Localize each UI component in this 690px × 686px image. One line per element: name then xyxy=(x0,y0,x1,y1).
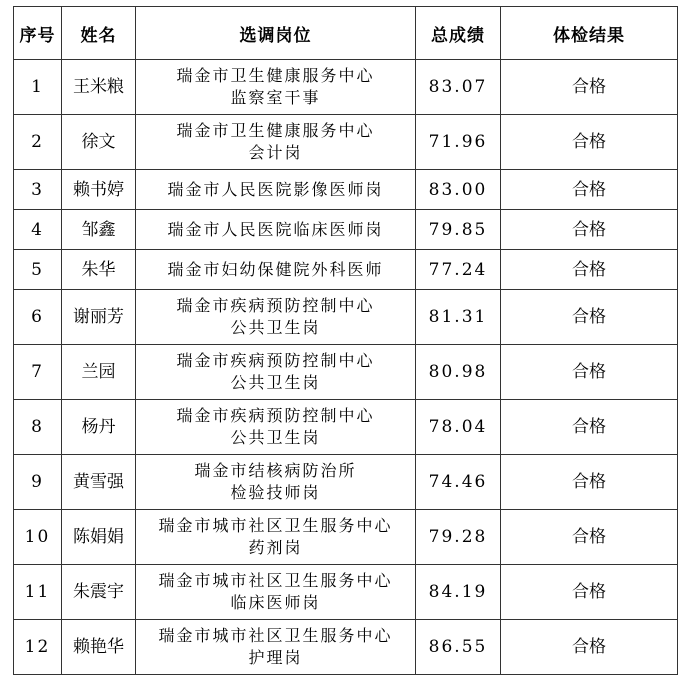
row-name: 兰园 xyxy=(62,345,136,400)
table-row xyxy=(14,170,678,210)
row-result: 合格 xyxy=(501,455,678,510)
table-row xyxy=(14,400,678,455)
row-post xyxy=(136,620,416,675)
row-score: 84.19 xyxy=(416,565,501,620)
row-result: 合格 xyxy=(501,250,678,290)
row-result: 合格 xyxy=(501,115,678,170)
post-line-2: 监察室干事 xyxy=(230,88,321,107)
table-header xyxy=(14,7,678,60)
row-post xyxy=(136,60,416,115)
table-row xyxy=(14,455,678,510)
results-table xyxy=(13,6,678,675)
row-post xyxy=(136,290,416,345)
table-row xyxy=(14,115,678,170)
row-post xyxy=(136,400,416,455)
row-score: 81.31 xyxy=(416,290,501,345)
header-post: 选调岗位 xyxy=(136,7,416,60)
row-name: 杨丹 xyxy=(62,400,136,455)
post-line-1: 瑞金市城市社区卫生服务中心 xyxy=(158,626,393,645)
row-post xyxy=(136,565,416,620)
row-name: 朱震宇 xyxy=(62,565,136,620)
row-number: 8 xyxy=(14,400,62,455)
row-number: 4 xyxy=(14,210,62,250)
post-line-1: 瑞金市卫生健康服务中心 xyxy=(176,121,375,140)
header-result: 体检结果 xyxy=(501,7,678,60)
post-line-1: 瑞金市城市社区卫生服务中心 xyxy=(158,571,393,590)
row-score: 74.46 xyxy=(416,455,501,510)
row-score: 77.24 xyxy=(416,250,501,290)
row-post xyxy=(136,455,416,510)
post-line-2: 公共卫生岗 xyxy=(230,428,321,447)
post-line-1: 瑞金市城市社区卫生服务中心 xyxy=(158,516,393,535)
row-number: 10 xyxy=(14,510,62,565)
post-line-1: 瑞金市结核病防治所 xyxy=(194,461,357,480)
row-score: 71.96 xyxy=(416,115,501,170)
row-name: 徐文 xyxy=(62,115,136,170)
header-score: 总成绩 xyxy=(416,7,501,60)
post-line-1: 瑞金市人民医院影像医师岗 xyxy=(167,179,384,199)
row-name: 赖艳华 xyxy=(62,620,136,675)
row-post xyxy=(136,115,416,170)
row-result: 合格 xyxy=(501,210,678,250)
post-line-2: 公共卫生岗 xyxy=(230,373,321,392)
header-name: 姓名 xyxy=(62,7,136,60)
post-line-2: 临床医师岗 xyxy=(230,593,321,612)
row-score: 80.98 xyxy=(416,345,501,400)
header-row xyxy=(14,7,678,60)
post-line-1: 瑞金市疾病预防控制中心 xyxy=(176,406,375,425)
row-result: 合格 xyxy=(501,170,678,210)
row-post xyxy=(136,250,416,290)
row-result: 合格 xyxy=(501,565,678,620)
row-number: 12 xyxy=(14,620,62,675)
table-row xyxy=(14,510,678,565)
results-document xyxy=(13,6,678,675)
post-line-1: 瑞金市妇幼保健院外科医师 xyxy=(167,259,384,279)
row-number: 11 xyxy=(14,565,62,620)
table-row xyxy=(14,210,678,250)
table-row xyxy=(14,290,678,345)
row-score: 79.28 xyxy=(416,510,501,565)
post-line-1: 瑞金市卫生健康服务中心 xyxy=(176,66,375,85)
row-number: 7 xyxy=(14,345,62,400)
row-name: 邹鑫 xyxy=(62,210,136,250)
row-number: 3 xyxy=(14,170,62,210)
row-result: 合格 xyxy=(501,400,678,455)
row-score: 83.00 xyxy=(416,170,501,210)
table-row xyxy=(14,620,678,675)
post-line-2: 会计岗 xyxy=(248,143,303,162)
row-post xyxy=(136,170,416,210)
row-name: 谢丽芳 xyxy=(62,290,136,345)
table-body xyxy=(14,60,678,675)
table-row xyxy=(14,345,678,400)
row-result: 合格 xyxy=(501,620,678,675)
post-line-2: 护理岗 xyxy=(248,648,303,667)
row-result: 合格 xyxy=(501,290,678,345)
row-result: 合格 xyxy=(501,60,678,115)
row-score: 79.85 xyxy=(416,210,501,250)
row-number: 6 xyxy=(14,290,62,345)
post-line-1: 瑞金市疾病预防控制中心 xyxy=(176,351,375,370)
row-number: 5 xyxy=(14,250,62,290)
row-result: 合格 xyxy=(501,510,678,565)
row-name: 朱华 xyxy=(62,250,136,290)
row-number: 1 xyxy=(14,60,62,115)
row-post xyxy=(136,210,416,250)
row-score: 86.55 xyxy=(416,620,501,675)
table-row xyxy=(14,60,678,115)
header-no: 序号 xyxy=(14,7,62,60)
post-line-2: 检验技师岗 xyxy=(230,483,321,502)
table-row xyxy=(14,250,678,290)
post-line-2: 药剂岗 xyxy=(248,538,303,557)
post-line-1: 瑞金市疾病预防控制中心 xyxy=(176,296,375,315)
row-number: 2 xyxy=(14,115,62,170)
row-name: 赖书婷 xyxy=(62,170,136,210)
row-post xyxy=(136,510,416,565)
post-line-2: 公共卫生岗 xyxy=(230,318,321,337)
table-row xyxy=(14,565,678,620)
row-name: 陈娟娟 xyxy=(62,510,136,565)
row-post xyxy=(136,345,416,400)
row-score: 83.07 xyxy=(416,60,501,115)
row-result: 合格 xyxy=(501,345,678,400)
post-line-1: 瑞金市人民医院临床医师岗 xyxy=(167,219,384,239)
row-name: 黄雪强 xyxy=(62,455,136,510)
row-number: 9 xyxy=(14,455,62,510)
row-score: 78.04 xyxy=(416,400,501,455)
row-name: 王米粮 xyxy=(62,60,136,115)
